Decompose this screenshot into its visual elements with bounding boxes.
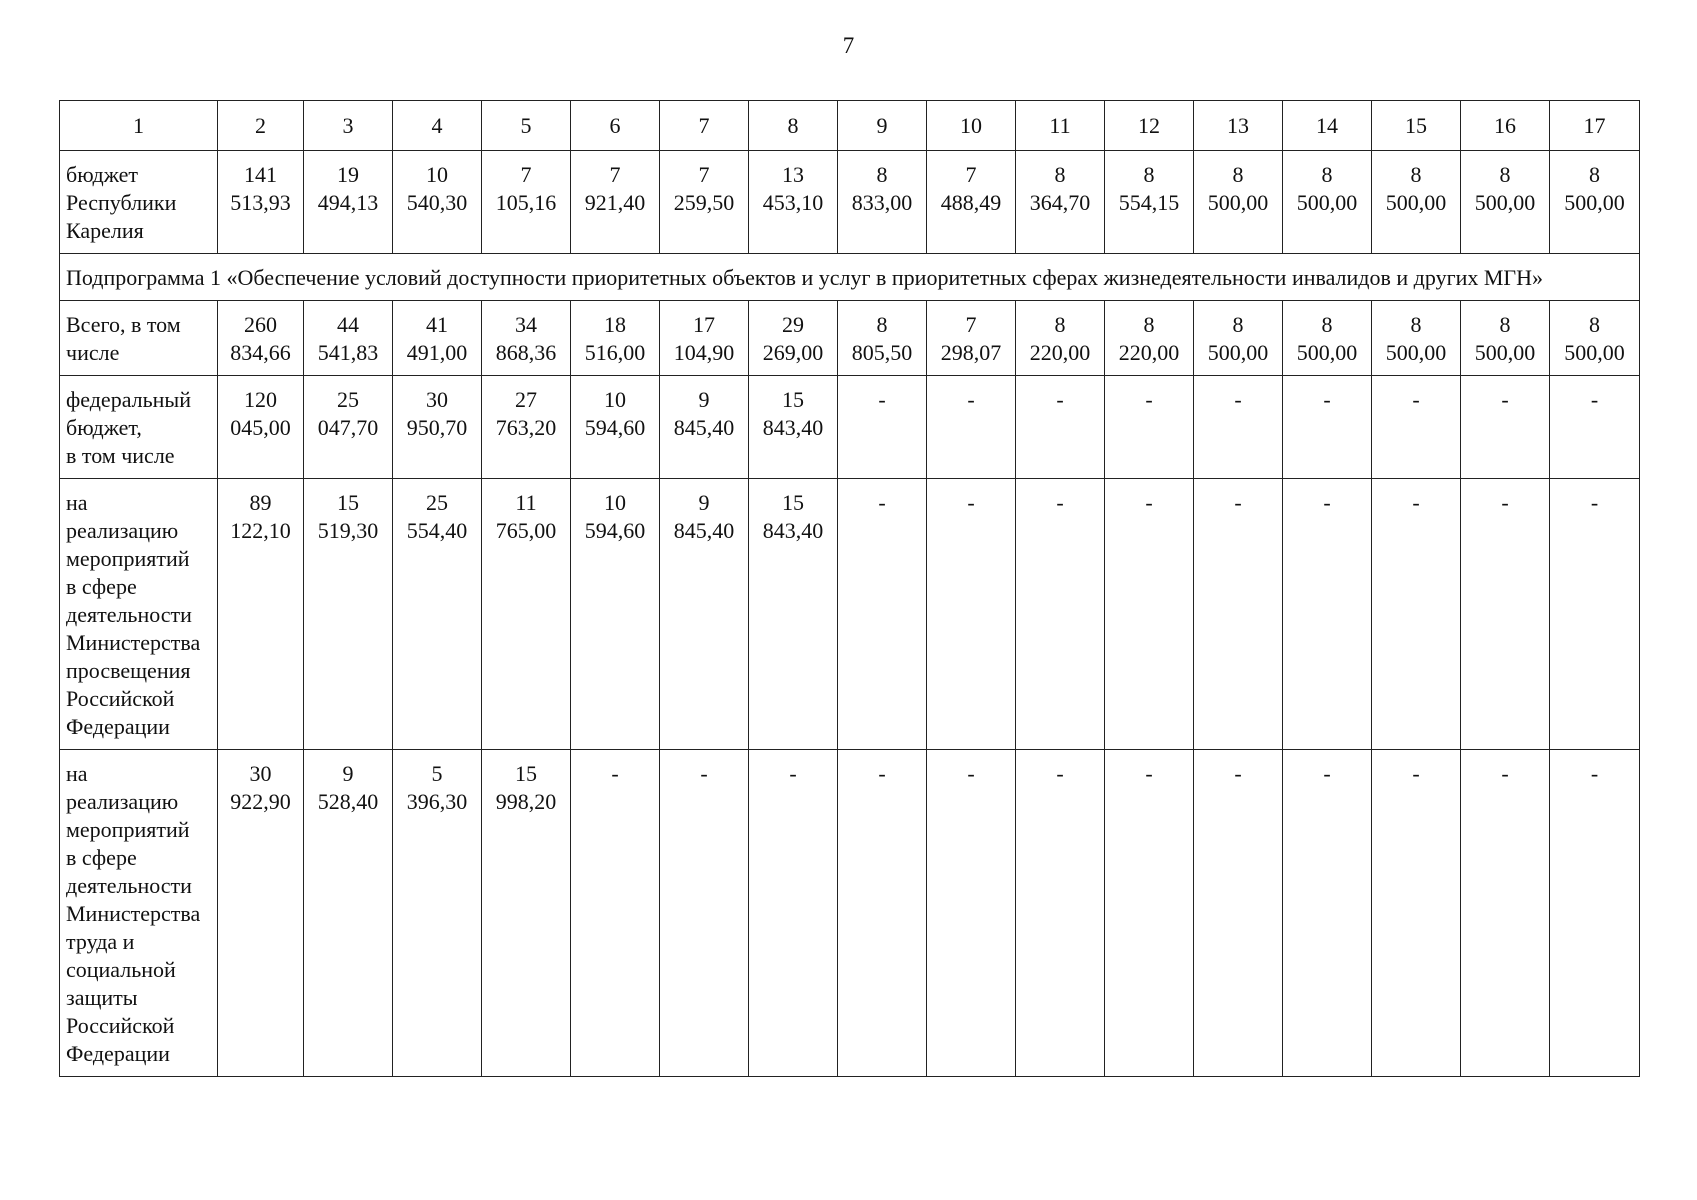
column-number-16: 16 xyxy=(1461,101,1550,151)
value-cell: - xyxy=(838,750,927,1077)
value-cell: 8 500,00 xyxy=(1461,301,1550,376)
value-cell: - xyxy=(838,479,927,750)
table-row xyxy=(60,479,1640,750)
value-cell: - xyxy=(1550,750,1640,1077)
value-cell: 120 045,00 xyxy=(218,376,304,479)
value-cell: 15 519,30 xyxy=(304,479,393,750)
subprogram-row xyxy=(60,254,1640,301)
value-cell: 7 488,49 xyxy=(927,151,1016,254)
value-cell: 7 259,50 xyxy=(660,151,749,254)
row-label: федеральный бюджет, в том числе xyxy=(60,376,218,479)
column-number-13: 13 xyxy=(1194,101,1283,151)
value-cell: - xyxy=(1194,376,1283,479)
value-cell: - xyxy=(927,479,1016,750)
value-cell: - xyxy=(660,750,749,1077)
value-cell: - xyxy=(1016,479,1105,750)
value-cell: 8 500,00 xyxy=(1194,151,1283,254)
value-cell: - xyxy=(1283,376,1372,479)
value-cell: 8 500,00 xyxy=(1461,151,1550,254)
value-cell: 30 922,90 xyxy=(218,750,304,1077)
value-cell: 25 047,70 xyxy=(304,376,393,479)
value-cell: 141 513,93 xyxy=(218,151,304,254)
value-cell: - xyxy=(1194,479,1283,750)
value-cell: - xyxy=(1461,479,1550,750)
column-number-6: 6 xyxy=(571,101,660,151)
column-number-7: 7 xyxy=(660,101,749,151)
value-cell: - xyxy=(1550,479,1640,750)
table-row xyxy=(60,301,1640,376)
value-cell: 8 500,00 xyxy=(1372,301,1461,376)
value-cell: - xyxy=(1105,479,1194,750)
table-row xyxy=(60,376,1640,479)
value-cell: 89 122,10 xyxy=(218,479,304,750)
value-cell: 8 220,00 xyxy=(1016,301,1105,376)
value-cell: 10 594,60 xyxy=(571,479,660,750)
column-number-12: 12 xyxy=(1105,101,1194,151)
value-cell: 8 364,70 xyxy=(1016,151,1105,254)
value-cell: 8 554,15 xyxy=(1105,151,1194,254)
row-label: на реализацию мероприятий в сфере деятельности Министерства просвещения Российской Федерации xyxy=(60,479,218,750)
value-cell: - xyxy=(1283,479,1372,750)
value-cell: 11 765,00 xyxy=(482,479,571,750)
value-cell: 7 921,40 xyxy=(571,151,660,254)
row-label: на реализацию мероприятий в сфере деятельности Министерства труда и социальной защиты Российской Федерации xyxy=(60,750,218,1077)
value-cell: - xyxy=(1016,376,1105,479)
table-row xyxy=(60,750,1640,1077)
value-cell: 10 540,30 xyxy=(393,151,482,254)
value-cell: - xyxy=(838,376,927,479)
value-cell: 9 528,40 xyxy=(304,750,393,1077)
value-cell: - xyxy=(1461,376,1550,479)
value-cell: - xyxy=(927,750,1016,1077)
column-number-8: 8 xyxy=(749,101,838,151)
value-cell: 15 998,20 xyxy=(482,750,571,1077)
subprogram-title: Подпрограмма 1 «Обеспечение условий доступности приоритетных объектов и услуг в приоритетных сферах жизнедеятельности инвалидов и других МГН» xyxy=(60,254,1640,301)
value-cell: 25 554,40 xyxy=(393,479,482,750)
value-cell: 34 868,36 xyxy=(482,301,571,376)
column-number-11: 11 xyxy=(1016,101,1105,151)
value-cell: 260 834,66 xyxy=(218,301,304,376)
value-cell: 8 833,00 xyxy=(838,151,927,254)
value-cell: - xyxy=(1550,376,1640,479)
value-cell: 10 594,60 xyxy=(571,376,660,479)
value-cell: 13 453,10 xyxy=(749,151,838,254)
column-number-2: 2 xyxy=(218,101,304,151)
column-number-1: 1 xyxy=(60,101,218,151)
column-number-14: 14 xyxy=(1283,101,1372,151)
value-cell: 8 805,50 xyxy=(838,301,927,376)
value-cell: - xyxy=(1105,750,1194,1077)
column-number-3: 3 xyxy=(304,101,393,151)
value-cell: 27 763,20 xyxy=(482,376,571,479)
row-label: бюджет Республики Карелия xyxy=(60,151,218,254)
value-cell: 8 500,00 xyxy=(1550,151,1640,254)
value-cell: 44 541,83 xyxy=(304,301,393,376)
value-cell: 8 500,00 xyxy=(1194,301,1283,376)
value-cell: 9 845,40 xyxy=(660,479,749,750)
value-cell: 7 298,07 xyxy=(927,301,1016,376)
table-row xyxy=(60,151,1640,254)
value-cell: - xyxy=(1461,750,1550,1077)
value-cell: - xyxy=(749,750,838,1077)
value-cell: 8 500,00 xyxy=(1550,301,1640,376)
value-cell: 7 105,16 xyxy=(482,151,571,254)
value-cell: 17 104,90 xyxy=(660,301,749,376)
value-cell: 8 500,00 xyxy=(1283,301,1372,376)
value-cell: - xyxy=(1283,750,1372,1077)
value-cell: 41 491,00 xyxy=(393,301,482,376)
column-number-9: 9 xyxy=(838,101,927,151)
value-cell: - xyxy=(1194,750,1283,1077)
value-cell: - xyxy=(1372,479,1461,750)
value-cell: 8 500,00 xyxy=(1283,151,1372,254)
value-cell: - xyxy=(927,376,1016,479)
value-cell: - xyxy=(1372,750,1461,1077)
value-cell: - xyxy=(1016,750,1105,1077)
value-cell: 8 500,00 xyxy=(1372,151,1461,254)
column-number-17: 17 xyxy=(1550,101,1640,151)
value-cell: 15 843,40 xyxy=(749,479,838,750)
column-number-10: 10 xyxy=(927,101,1016,151)
row-label: Всего, в том числе xyxy=(60,301,218,376)
value-cell: - xyxy=(1105,376,1194,479)
value-cell: 18 516,00 xyxy=(571,301,660,376)
page-number: 7 xyxy=(842,33,855,58)
value-cell: 15 843,40 xyxy=(749,376,838,479)
budget-table xyxy=(59,100,1640,1077)
column-number-4: 4 xyxy=(393,101,482,151)
column-number-5: 5 xyxy=(482,101,571,151)
header-row xyxy=(60,101,1640,151)
value-cell: 30 950,70 xyxy=(393,376,482,479)
value-cell: 9 845,40 xyxy=(660,376,749,479)
value-cell: 29 269,00 xyxy=(749,301,838,376)
value-cell: 19 494,13 xyxy=(304,151,393,254)
column-number-15: 15 xyxy=(1372,101,1461,151)
value-cell: - xyxy=(1372,376,1461,479)
value-cell: - xyxy=(571,750,660,1077)
value-cell: 8 220,00 xyxy=(1105,301,1194,376)
value-cell: 5 396,30 xyxy=(393,750,482,1077)
